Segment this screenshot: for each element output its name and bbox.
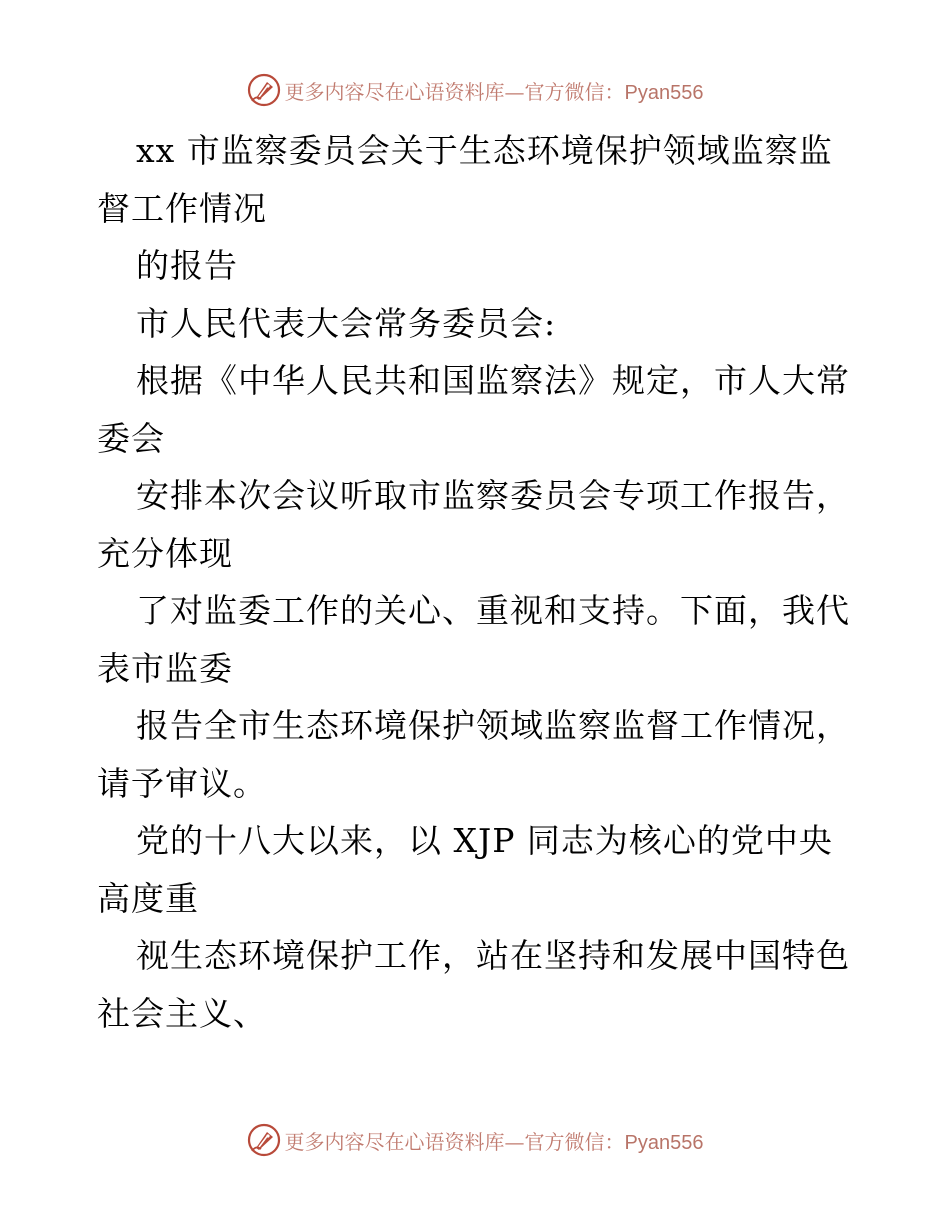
footer-watermark-banner <box>0 1118 950 1162</box>
document-line: 党的十八大以来，以 XJP 同志为核心的党中央 <box>136 821 833 860</box>
footer-watermark-text: 更多内容尽在心语资料库—官方微信：Pyan556 <box>284 1129 704 1154</box>
document-line: 表市监委 <box>97 648 233 688</box>
pen-nib-logo-icon <box>247 73 281 107</box>
header-wechat-id: Pyan556 <box>624 81 704 104</box>
document-line: 了对监委工作的关心、重视和支持。下面，我代 <box>136 591 850 630</box>
document-line: 根据《中华人民共和国监察法》规定，市人大常 <box>136 361 850 400</box>
document-line: 社会主义、 <box>97 993 267 1033</box>
document-line: 市人民代表大会常务委员会: <box>136 303 557 343</box>
document-line: 请予审议。 <box>97 763 267 803</box>
pen-nib-logo-icon <box>247 1123 281 1157</box>
document-line: 充分体现 <box>97 533 233 573</box>
header-watermark-text: 更多内容尽在心语资料库—官方微信：Pyan556 <box>284 79 704 104</box>
document-line: xx 市监察委员会关于生态环境保护领域监察监 <box>136 131 833 170</box>
document-body <box>97 122 857 1042</box>
document-line: 高度重 <box>97 878 199 918</box>
document-line: 安排本次会议听取市监察委员会专项工作报告， <box>136 476 850 515</box>
document-line: 督工作情况 <box>97 188 267 228</box>
footer-wechat-id: Pyan556 <box>624 1131 704 1154</box>
document-line: 报告全市生态环境保护领域监察监督工作情况， <box>136 706 850 745</box>
header-watermark-banner <box>0 68 950 112</box>
document-line: 的报告 <box>136 246 238 285</box>
document-line: 委会 <box>97 418 165 458</box>
document-line: 视生态环境保护工作，站在坚持和发展中国特色 <box>136 936 850 975</box>
